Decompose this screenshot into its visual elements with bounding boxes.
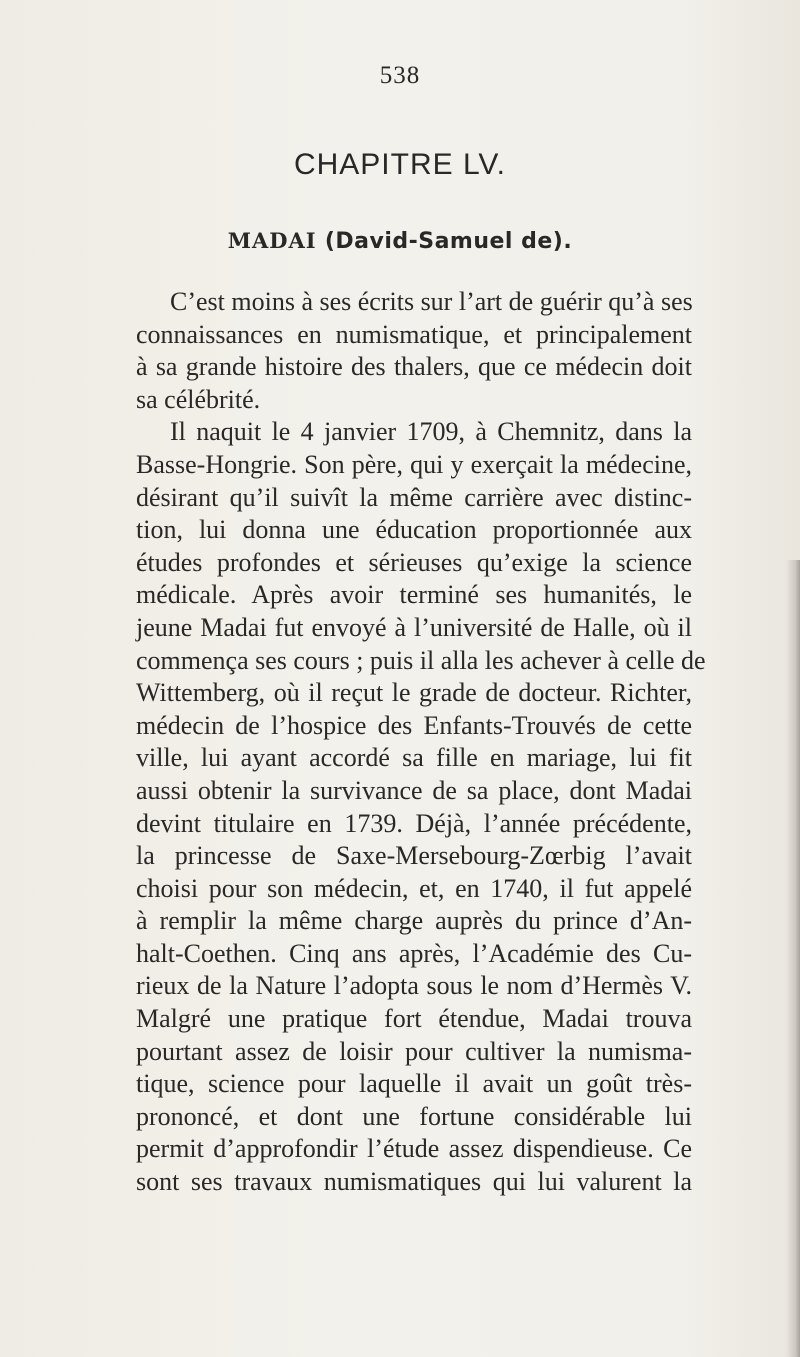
text-line: Wittemberg, où il reçut le grade de docteur. Richter, [136, 678, 692, 708]
text-line: médicale. Après avoir terminé ses humanités, le [136, 580, 692, 610]
text-line: ville, lui ayant accordé sa fille en mariage, lui fit [136, 743, 692, 773]
text-line: choisi pour son médecin, et, en 1740, il fut appelé [136, 873, 692, 903]
page-edge-shadow [786, 560, 800, 1357]
text-line: tion, lui donna une éducation proportionnée aux [136, 515, 692, 545]
entry-name: MADAI [227, 228, 317, 253]
text-line: médecin de l’hospice des Enfants-Trouvés de cette [136, 710, 692, 740]
text-line: désirant qu’il suivît la même carrière avec distinc- [136, 482, 692, 512]
text-line: à remplir la même charge auprès du prince d’An- [136, 906, 692, 936]
body-text [136, 286, 706, 1199]
text-line: rieux de la Nature l’adopta sous le nom d’Hermès V. [136, 971, 692, 1001]
text-line: commença ses cours ; puis il alla les achever à celle de [136, 645, 706, 675]
text-line: à sa grande histoire des thalers, que ce médecin doit [136, 352, 692, 382]
text-line: connaissances en numismatique, et principalement [136, 319, 692, 349]
text-line: halt-Coethen. Cinq ans après, l’Académie des Cu- [136, 938, 692, 968]
text-line: Il naquit le 4 janvier 1709, à Chemnitz, dans la [170, 417, 692, 447]
text-line: C’est moins à ses écrits sur l’art de guérir qu’à ses [170, 287, 693, 316]
text-line: Malgré une pratique fort étendue, Madai trouva [136, 1004, 692, 1034]
text-line: pourtant assez de loisir pour cultiver la numisma- [136, 1036, 692, 1066]
text-line: aussi obtenir la survivance de sa place, dont Madai [136, 775, 692, 805]
chapter-title: CHAPITRE LV. [293, 148, 507, 181]
text-line: sa célébrité. [136, 384, 261, 414]
text-line: sont ses travaux numismatiques qui lui valurent la [136, 1167, 692, 1197]
text-line: prononcé, et dont une fortune considérable lui [136, 1101, 692, 1131]
entry-subtitle: (David-Samuel de). [324, 229, 573, 254]
text-line: devint titulaire en 1739. Déjà, l’année précédente, [136, 808, 692, 838]
text-line: jeune Madai fut envoyé à l’université de Halle, où il [136, 612, 692, 642]
text-line: tique, science pour laquelle il avait un goût très- [136, 1069, 692, 1099]
entry-heading [0, 228, 800, 254]
text-line: Basse-Hongrie. Son père, qui y exerçait la médecine, [136, 449, 692, 479]
text-line: études profondes et sérieuses qu’exige la science [136, 547, 692, 577]
page-number: 538 [379, 62, 421, 89]
text-line: permit d’approfondir l’étude assez dispendieuse. Ce [136, 1134, 692, 1164]
text-line: la princesse de Saxe-Mersebourg-Zœrbig l’avait [136, 841, 692, 871]
